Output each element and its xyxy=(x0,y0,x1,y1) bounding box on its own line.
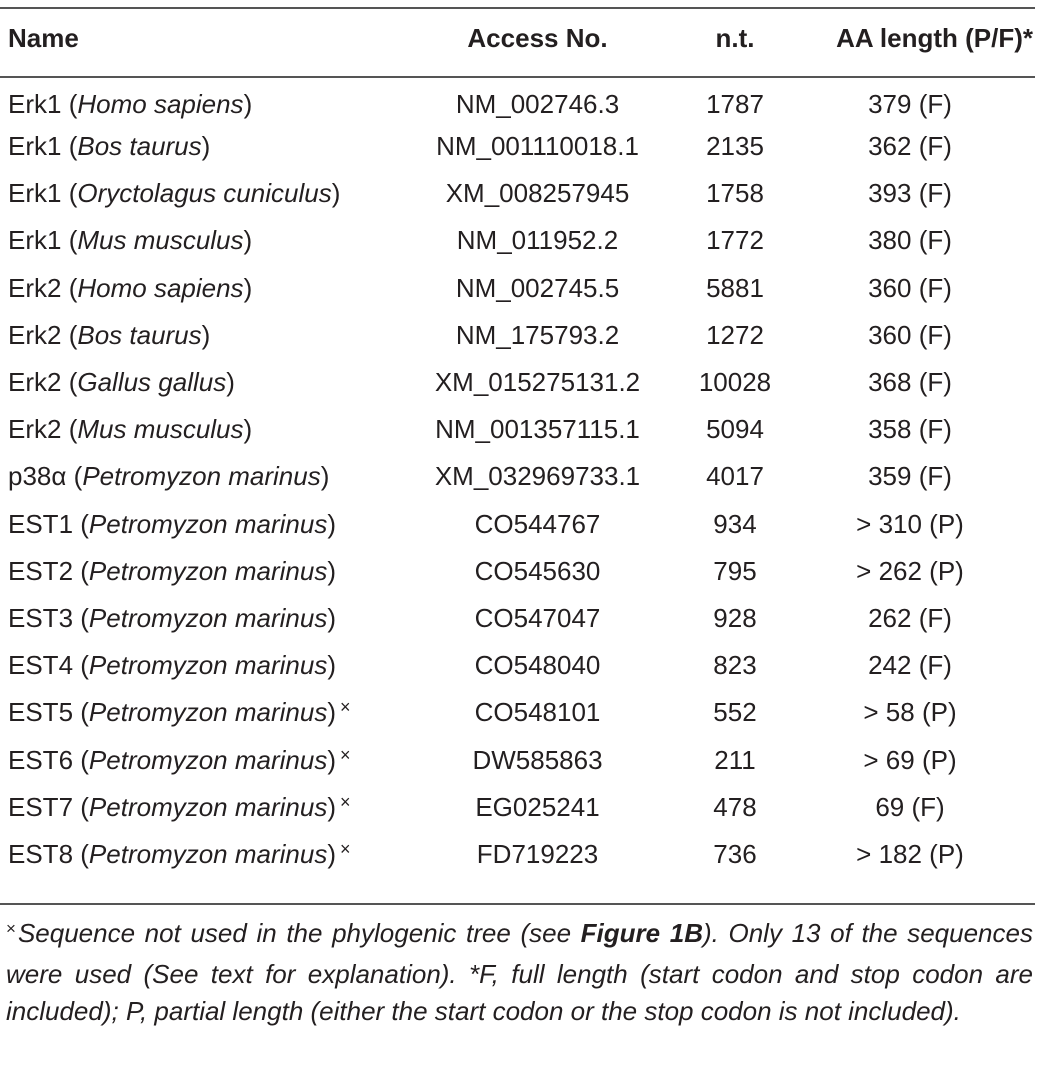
cell-aa-length: 360 (F) xyxy=(868,272,952,303)
species-name: Petromyzon marinus xyxy=(88,744,328,775)
cell-nt: 2135 xyxy=(706,131,764,162)
cell-aa-length: > 69 (P) xyxy=(863,744,957,775)
gene-name: EST1 xyxy=(8,508,74,539)
cell-aa-length: 242 (F) xyxy=(868,650,952,681)
cell-nt: 10028 xyxy=(698,367,772,398)
cell-name: Erk2 (Bos taurus) xyxy=(8,319,211,350)
cell-aa-length: 359 (F) xyxy=(868,461,952,492)
cell-aa-length: 362 (F) xyxy=(868,131,952,162)
cell-access-no: DW585863 xyxy=(472,744,603,775)
footnote-mark: × xyxy=(6,919,16,938)
cell-name: Erk2 (Mus musculus) xyxy=(8,414,253,445)
cell-access-no: NM_002746.3 xyxy=(455,89,620,119)
species-name: Oryctolagus cuniculus xyxy=(77,178,332,209)
cell-name: EST4 (Petromyzon marinus) xyxy=(8,650,337,681)
header-aa-length: AA length (P/F)* xyxy=(836,22,1033,53)
cell-name: Erk1 (Mus musculus) xyxy=(8,225,253,256)
cell-nt: 934 xyxy=(713,508,757,539)
cell-name: EST7 (Petromyzon marinus) × xyxy=(8,791,351,822)
figure-link[interactable]: Figure 1B xyxy=(580,918,703,948)
table-row xyxy=(0,123,1035,170)
gene-name: EST6 xyxy=(8,744,74,775)
table-row xyxy=(0,217,1035,264)
species-name: Homo sapiens xyxy=(77,89,244,119)
table-row xyxy=(0,406,1035,453)
gene-name: Erk1 xyxy=(8,178,62,209)
table-row xyxy=(0,76,1035,123)
gene-name: EST8 xyxy=(8,838,74,869)
gene-name: p38α xyxy=(8,461,67,492)
cell-nt: 5881 xyxy=(706,272,764,303)
gene-name: Erk1 xyxy=(8,131,62,162)
table-row xyxy=(0,170,1035,217)
cell-aa-length: 262 (F) xyxy=(868,602,952,633)
cell-access-no: NM_001110018.1 xyxy=(436,131,639,162)
cell-nt: 1772 xyxy=(706,225,764,256)
table-row xyxy=(0,642,1035,689)
species-name: Mus musculus xyxy=(77,414,244,445)
cell-aa-length: 380 (F) xyxy=(868,225,952,256)
header-nt: n.t. xyxy=(715,22,755,53)
species-name: Petromyzon marinus xyxy=(88,508,328,539)
cell-aa-length: 393 (F) xyxy=(868,178,952,209)
cell-access-no: CO547047 xyxy=(474,602,601,633)
cell-name: EST3 (Petromyzon marinus) xyxy=(8,602,337,633)
table-row xyxy=(0,501,1035,548)
species-name: Petromyzon marinus xyxy=(88,791,328,822)
header-access: Access No. xyxy=(467,22,608,53)
excluded-mark: × xyxy=(340,791,351,812)
cell-nt: 1272 xyxy=(706,319,764,350)
cell-nt: 552 xyxy=(713,697,757,728)
gene-name: EST7 xyxy=(8,791,74,822)
cell-aa-length: > 262 (P) xyxy=(856,555,964,586)
table-body xyxy=(0,76,1035,878)
table-footnote xyxy=(6,915,1033,1031)
table-row xyxy=(0,784,1035,831)
cell-access-no: NM_001357115.1 xyxy=(435,414,640,445)
cell-name: EST5 (Petromyzon marinus) × xyxy=(8,697,351,728)
excluded-mark: × xyxy=(340,697,351,718)
cell-access-no: CO548101 xyxy=(474,697,601,728)
species-name: Gallus gallus xyxy=(77,367,227,398)
cell-name: EST8 (Petromyzon marinus) × xyxy=(8,838,351,869)
cell-nt: 736 xyxy=(713,838,757,869)
species-name: Petromyzon marinus xyxy=(88,555,328,586)
cell-nt: 5094 xyxy=(706,414,764,445)
cell-access-no: XM_032969733.1 xyxy=(434,461,641,492)
cell-name: Erk1 (Homo sapiens) xyxy=(8,89,253,119)
cell-nt: 928 xyxy=(713,602,757,633)
header-row xyxy=(0,0,1035,76)
cell-access-no: CO544767 xyxy=(474,508,601,539)
species-name: Petromyzon marinus xyxy=(82,461,321,492)
cell-access-no: FD719223 xyxy=(476,838,599,869)
table-row xyxy=(0,359,1035,406)
gene-name: Erk1 xyxy=(8,225,62,256)
cell-aa-length: > 58 (P) xyxy=(863,697,957,728)
table-row xyxy=(0,831,1035,878)
gene-name: EST3 xyxy=(8,602,74,633)
gene-name: Erk2 xyxy=(8,319,62,350)
species-name: Mus musculus xyxy=(77,225,244,256)
table-row xyxy=(0,453,1035,500)
header-name: Name xyxy=(8,22,79,53)
cell-nt: 478 xyxy=(713,791,757,822)
species-name: Bos taurus xyxy=(77,131,202,162)
cell-aa-length: > 182 (P) xyxy=(856,838,964,869)
cell-name: p38α (Petromyzon marinus) xyxy=(8,461,330,492)
cell-access-no: XM_015275131.2 xyxy=(434,367,641,398)
footnote-text-2: ). Only 13 of the sequences were used (See text for explanation). *F, full length (start codon and stop codon are included); P, partial length (either the start codon or the stop codon is not included). xyxy=(6,918,1033,1026)
gene-name: Erk1 xyxy=(8,89,62,119)
cell-aa-length: 368 (F) xyxy=(868,367,952,398)
cell-access-no: EG025241 xyxy=(475,791,600,822)
cell-name: EST2 (Petromyzon marinus) xyxy=(8,555,337,586)
table-row xyxy=(0,595,1035,642)
cell-name: Erk2 (Homo sapiens) xyxy=(8,272,253,303)
cell-access-no: NM_002745.5 xyxy=(455,272,620,303)
cell-nt: 4017 xyxy=(706,461,764,492)
cell-name: Erk1 (Bos taurus) xyxy=(8,131,211,162)
table-row xyxy=(0,689,1035,736)
cell-access-no: NM_175793.2 xyxy=(455,319,620,350)
cell-name: Erk2 (Gallus gallus) xyxy=(8,367,235,398)
cell-nt: 823 xyxy=(713,650,757,681)
cell-aa-length: 69 (F) xyxy=(875,791,945,822)
cell-access-no: CO545630 xyxy=(474,555,601,586)
cell-name: EST1 (Petromyzon marinus) xyxy=(8,508,337,539)
excluded-mark: × xyxy=(340,744,351,765)
species-name: Petromyzon marinus xyxy=(88,602,328,633)
cell-nt: 795 xyxy=(713,555,757,586)
gene-name: Erk2 xyxy=(8,272,62,303)
gene-name: EST2 xyxy=(8,555,74,586)
gene-name: EST4 xyxy=(8,650,74,681)
species-name: Bos taurus xyxy=(77,319,202,350)
cell-aa-length: 360 (F) xyxy=(868,319,952,350)
gene-name: Erk2 xyxy=(8,367,62,398)
cell-nt: 1787 xyxy=(706,89,764,119)
cell-access-no: CO548040 xyxy=(474,650,601,681)
cell-access-no: XM_008257945 xyxy=(445,178,630,209)
species-name: Homo sapiens xyxy=(77,272,244,303)
gene-name: EST5 xyxy=(8,697,74,728)
footnote-text-1: Sequence not used in the phylogenic tree (see xyxy=(17,918,581,948)
species-name: Petromyzon marinus xyxy=(88,697,328,728)
table-row xyxy=(0,265,1035,312)
bottom-rule xyxy=(0,903,1035,905)
cell-nt: 211 xyxy=(714,744,756,775)
cell-name: Erk1 (Oryctolagus cuniculus) xyxy=(8,178,341,209)
cell-nt: 1758 xyxy=(706,178,764,209)
cell-aa-length: 379 (F) xyxy=(868,89,952,119)
cell-name: EST6 (Petromyzon marinus) × xyxy=(8,744,351,775)
cell-aa-length: 358 (F) xyxy=(868,414,952,445)
excluded-mark: × xyxy=(340,838,351,859)
gene-name: Erk2 xyxy=(8,414,62,445)
table-row xyxy=(0,312,1035,359)
cell-aa-length: > 310 (P) xyxy=(856,508,964,539)
species-name: Petromyzon marinus xyxy=(88,650,328,681)
species-name: Petromyzon marinus xyxy=(88,838,328,869)
table-row xyxy=(0,736,1035,783)
cell-access-no: NM_011952.2 xyxy=(456,225,619,256)
table-row xyxy=(0,548,1035,595)
